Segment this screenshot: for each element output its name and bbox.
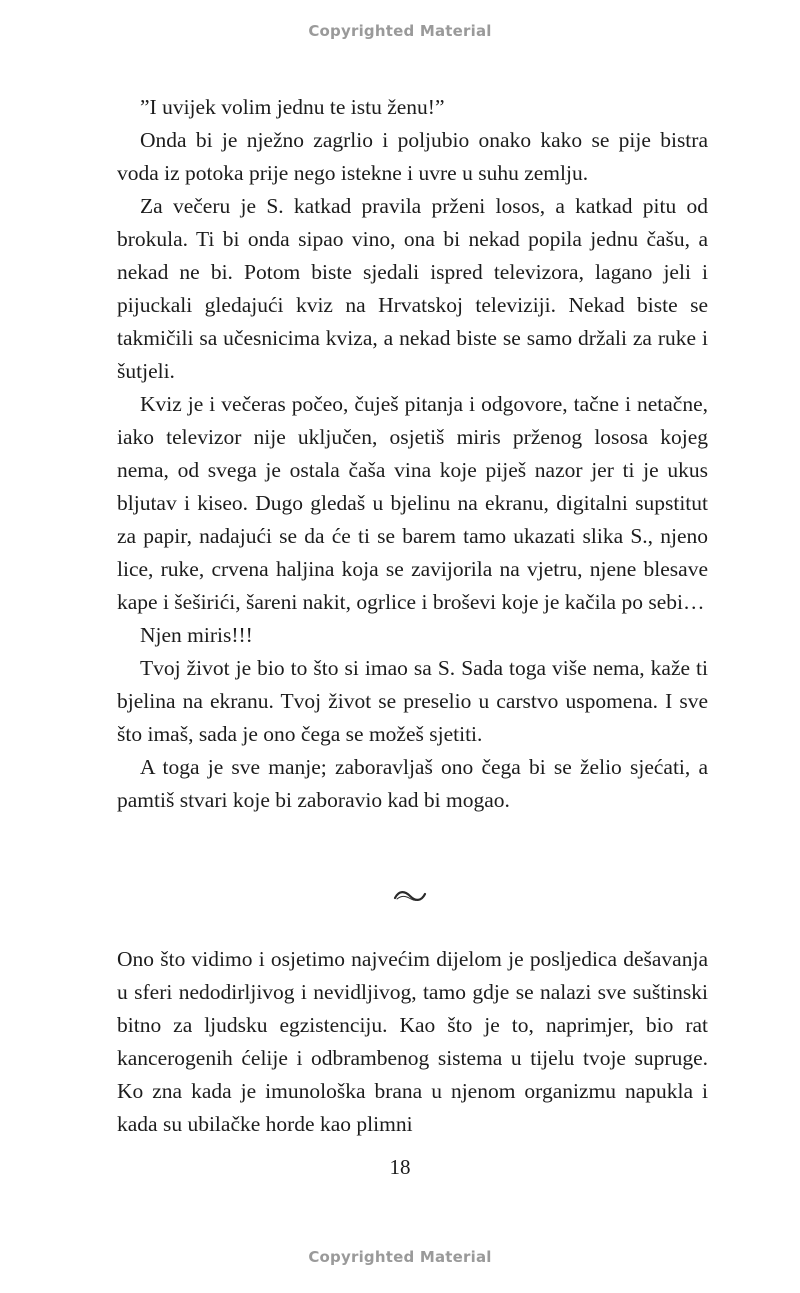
paragraph: ”I uvijek volim jednu te istu ženu!”	[140, 95, 445, 119]
copyright-watermark-bottom: Copyrighted Material	[308, 1248, 492, 1266]
paragraph: Za večeru je S. katkad pravila prženi losos, a katkad pitu od brokula. Ti bi onda sipao vino, ona bi nekad popila jednu čašu, a nekad ne bi. Potom biste sjedali ispred televizora, lagano jeli i pijuckali gledajući kviz na Hrvatskoj televiziji. Nekad biste se takmičili sa učesnicima kviza, a nekad biste se samo držali za ruke i šutjeli.	[117, 194, 708, 383]
tilde-ornament-icon	[390, 885, 430, 907]
body-text-section-2	[117, 943, 708, 1141]
page-number: 18	[389, 1155, 411, 1179]
paragraph: A toga je sve manje; zaboravljaš ono čega bi se želio sjećati, a pamtiš stvari koje bi zaboravio kad bi mogao.	[117, 755, 708, 812]
paragraph: Kviz je i večeras počeo, čuješ pitanja i odgovore, tačne i netačne, iako televizor nije uključen, osjetiš miris prženog lososa kojeg nema, od svega je ostala čaša vina koje piješ nazor jer ti je ukus bljutav i kiseo. Dugo gledaš u bjelinu na ekranu, digitalni supstitut za papir, nadajući se da će ti se barem tamo ukazati slika S., njeno lice, ruke, crvena haljina koja se zavijorila na vjetru, njene blesave kape i šeširići, šareni nakit, ogrlice i broševi koje je kačila po sebi…	[117, 392, 708, 614]
copyright-watermark-top: Copyrighted Material	[308, 22, 492, 40]
paragraph: Njen miris!!!	[140, 623, 253, 647]
paragraph: Tvoj život je bio to što si imao sa S. Sada toga više nema, kaže ti bjelina na ekranu. Tvoj život se preselio u carstvo uspomena. I sve što imaš, sada je ono čega se možeš sjetiti.	[117, 656, 708, 746]
paragraph: Ono što vidimo i osjetimo najvećim dijelom je posljedica dešavanja u sferi nedodirljivog i nevidljivog, tamo gdje se nalazi sve suštinski bitno za ljudsku egzistenciju. Kao što je to, naprimjer, bio rat kancerogenih ćelije i odbrambenog sistema u tijelu tvoje supruge. Ko zna kada je imunološka brana u njenom organizmu napukla i kada su ubilačke horde kao plimni	[117, 947, 708, 1136]
paragraph: Onda bi je nježno zagrlio i poljubio onako kako se pije bistra voda iz potoka prije nego istekne i uvre u suhu zemlju.	[117, 128, 708, 185]
body-text-section-1	[117, 91, 708, 817]
